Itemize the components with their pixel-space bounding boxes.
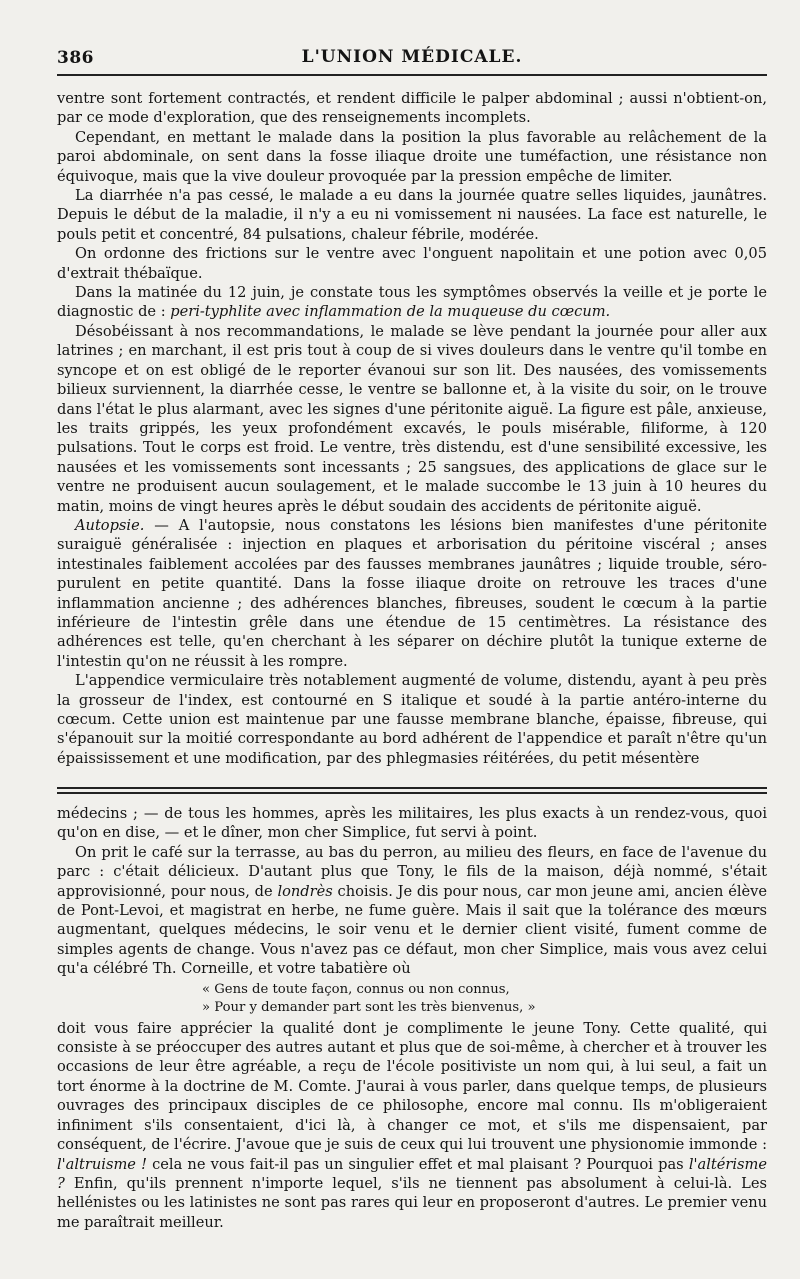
- diagnosis-italic: peri-typhlite avec inflammation de la muqueuse du cœcum.: [170, 303, 611, 321]
- article-paragraph-1: ventre sont fortement contractés, et rendent difficile le palper abdominal ; aussi n'obtient-on, par ce mode d'exploration, que des renseignements incomplets.: [57, 90, 767, 127]
- feuilleton-paragraph-3: [57, 1019, 767, 1232]
- feuilleton-p3-start: doit vous faire apprécier la qualité dont je complimente le jeune Tony. Cette qualité, qui consiste à se préoccuper des autres autant et plus que de soi-même, à chercher et à trouver les occasions de leur être agréable, a reçu de l'école positiviste un nom qui, à lui seul, a fait un tort énorme à la doctrine de M. Comte. J'aurai à vous parler, dans quelque temps, de plusieurs ouvrages des principaux disciples de ce philosophe, encore mal connu. Ils m'obligeraient infiniment s'ils consentaient, d'ici là, à changer ce mot, et s'ils me dispensaient, par conséquent, de l'écrire. J'avoue que je suis de ceux qui lui trouvent une physionomie immonde :: [57, 1019, 767, 1154]
- londres-italic: londrès: [277, 882, 333, 900]
- article-paragraph-3: La diarrhée n'a pas cessé, le malade a eu dans la journée quatre selles liquides, jaunâtres. Depuis le début de la maladie, il n'y a eu ni vomissement ni nausées. La face est naturelle, le pouls petit et concentré, 84 pulsations, chaleur fébrile, modérée.: [57, 187, 767, 243]
- page-number: 386: [57, 48, 94, 68]
- header-rule: [57, 74, 767, 76]
- verse-quote: [202, 981, 767, 1017]
- article-paragraph-5: [57, 283, 767, 322]
- feuilleton-p2-end: choisis. Je dis pour nous, car mon jeune ami, ancien élève de Pont-Levoi, et magistrat en herbe, ne fume guère. Mais il sait que la tolérance des mœurs augmentant, quelques médecins, le soir venu et le dernier client visité, fument comme de simples agents de change. Vous n'avez pas ce défaut, mon cher Simplice, mais vous avez celui qu'a célébré Th. Corneille, et votre tabatière où: [57, 882, 768, 978]
- article-paragraph-7: [57, 516, 767, 671]
- feuilleton-paragraph-2: [57, 843, 767, 979]
- verse-line-1: « Gens de toute façon, connus ou non connus,: [202, 981, 510, 997]
- autopsy-text: — A l'autopsie, nous constatons les lésions bien manifestes d'une péritonite suraiguë généralisée : injection en plaques et arborisation du péritoine viscéral ; anses intestinales faiblement accolées par des fausses membranes jaunâtres ; liquide trouble, séro-purulent en petite quantité. Dans la fosse iliaque droite on retrouve les traces d'une inflammation ancienne ; des adhérences blanches, fibreuses, soudent le cœcum à la partie inférieure de l'intestin grêle dans une étendue de 15 centimètres. La résistance des adhérences est telle, qu'en cherchant à les séparer on déchire plutôt la tunique externe de l'intestin qu'on ne réussit à les rompre.: [57, 516, 767, 670]
- altruisme-italic: l'altruisme !: [57, 1155, 147, 1173]
- feuilleton-p3-end: Enfin, qu'ils prennent n'importe lequel, s'ils ne tiennent pas absolument à celui-là. Les hellénistes ou les latinistes ne sont pas rares qui leur en proposeront d'autres. Le premier venu me paraîtrait meilleur.: [57, 1174, 767, 1231]
- feuilleton-p2-start: On prit le café sur la terrasse, au bas du perron, au milieu des fleurs, en face de l'avenue du parc : c'était délicieux. D'autant plus que Tony, le fils de la maison, déjà nommé, s'était approvisionné, pour nous, de: [57, 843, 767, 900]
- article-paragraph-4: On ordonne des frictions sur le ventre avec l'onguent napolitain et une potion avec 0,05 d'extrait thébaïque.: [57, 245, 767, 282]
- feuilleton-paragraph-1: médecins ; — de tous les hommes, après les militaires, les plus exacts à un rendez-vous, quoi qu'on en dise, — et le dîner, mon cher Simplice, fut servi à point.: [57, 805, 767, 842]
- feuilleton-column: [57, 804, 767, 1232]
- alterisme-italic: l'altérisme ?: [57, 1155, 767, 1192]
- feuilleton-separator: [57, 787, 767, 794]
- running-title: L'UNION MÉDICALE.: [301, 47, 523, 67]
- verse-line-2: » Pour y demander part sont les très bienvenus, »: [202, 999, 536, 1015]
- article-paragraph-8: L'appendice vermiculaire très notablement augmenté de volume, distendu, ayant à peu près la grosseur de l'index, est contourné en S italique et soudé à la partie antéro-interne du cœcum. Cette union est maintenue par une fausse membrane blanche, épaisse, fibreuse, qui s'épanouit sur la moitié correspondante au bord adhérent de l'appendice et paraît n'être qu'un épaississement et une modification, par des phlegmasies réitérées, du petit mésentère: [57, 672, 767, 767]
- article-paragraph-6: Désobéissant à nos recommandations, le malade se lève pendant la journée pour aller aux latrines ; en marchant, il est pris tout à coup de si vives douleurs dans le ventre qu'il tombe en syncope et on est obligé de le reporter évanoui sur son lit. Des nausées, des vomissements bilieux surviennent, la diarrhée cesse, le ventre se ballonne et, à la visite du soir, on le trouve dans l'état le plus alarmant, avec les signes d'une péritonite aiguë. La figure est pâle, anxieuse, les traits grippés, les yeux profondément excavés, le pouls misérable, filiforme, à 120 pulsations. Tout le corps est froid. Le ventre, très distendu, est d'une sensibilité excessive, les nausées et les vomissements sont incessants ; 25 sangsues, des applications de glace sur le ventre ne produisent aucun soulagement, et le malade succombe le 13 juin à 10 heures du matin, moins de vingt heures après le début soudain des accidents de péritonite aiguë.: [57, 322, 767, 515]
- autopsy-label: Autopsie.: [75, 516, 145, 534]
- diagnosis-lead: Dans la matinée du 12 juin, je constate tous les symptômes observés la veille et je porte le diagnostic de :: [57, 284, 767, 321]
- article-paragraph-2: Cependant, en mettant le malade dans la position la plus favorable au relâchement de la paroi abdominale, on sent dans la fosse iliaque droite une tuméfaction, une résistance non équivoque, mais que la vive douleur provoquée par la pression empêche de limiter.: [57, 128, 767, 185]
- feuilleton-p3-middle: cela ne vous fait-il pas un singulier effet et mal plaisant ? Pourquoi pas: [152, 1155, 684, 1173]
- article-column: [57, 89, 767, 768]
- page-header: [57, 44, 767, 72]
